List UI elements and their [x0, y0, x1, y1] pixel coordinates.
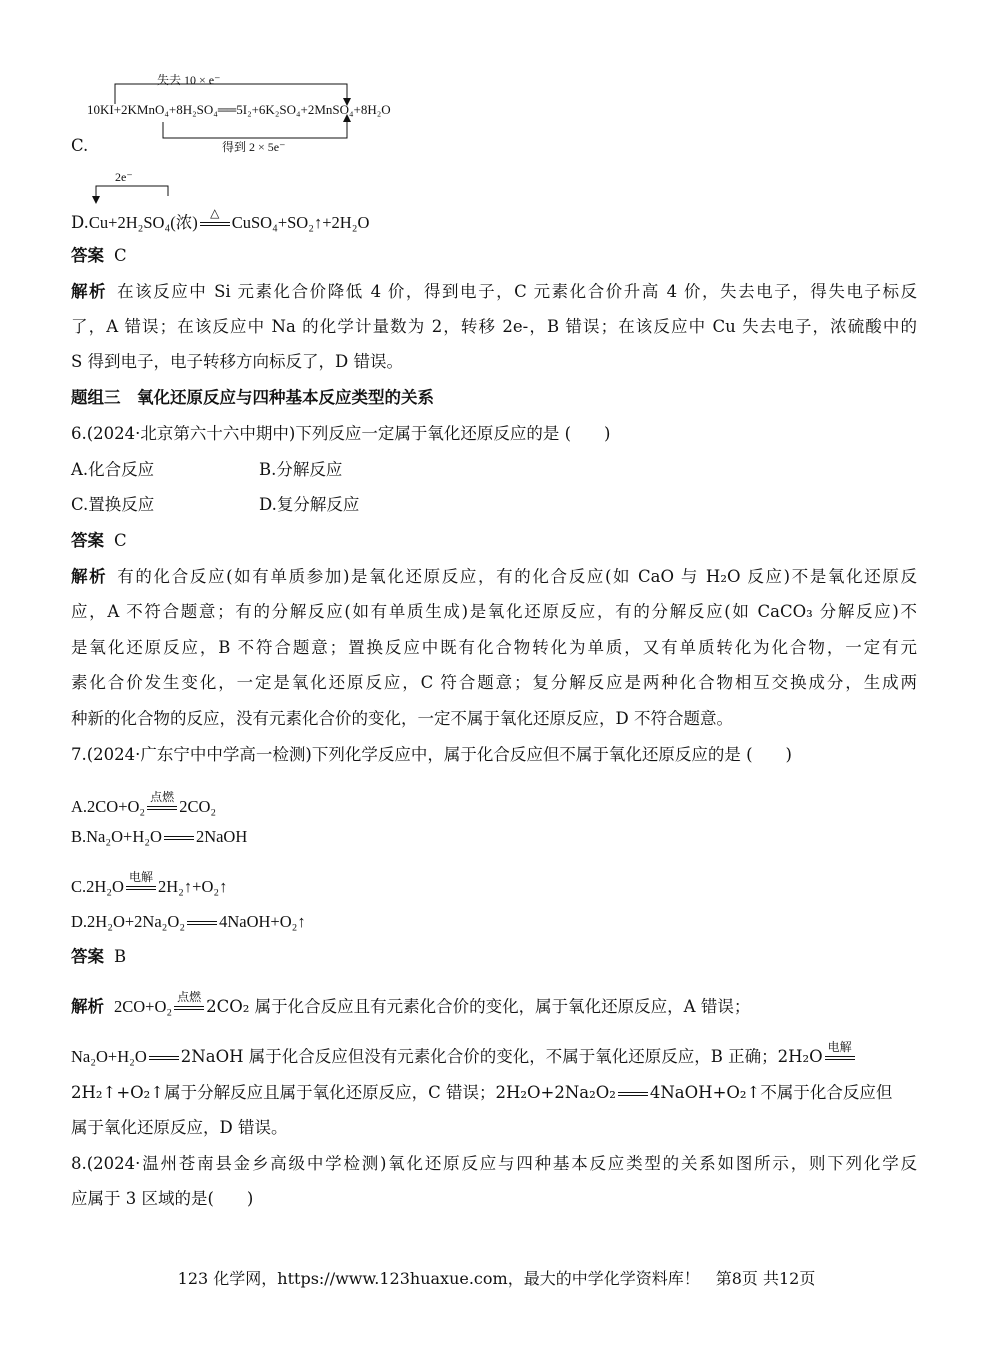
analysis-text: 4NaOH+O₂↑不属于化合反应但	[649, 1083, 893, 1102]
condition-text: 电解	[827, 1039, 852, 1054]
q5-analysis-line-1	[71, 281, 917, 303]
q6-analysis-line-2: 应，A 不符合题意；有的分解反应(如有单质生成)是氧化还原反应，有的分解反应(如 CaCO₃ 分解反应)不	[71, 602, 917, 621]
analysis-text: 在该反应中 Si 元素化合价降低 4 价，得到电子，C 元素化合价升高 4 价，失去电子，得失电子标反	[117, 282, 917, 301]
q5-answer-line	[71, 245, 127, 267]
equals-with-condition	[825, 1039, 855, 1060]
q6-answer-line	[71, 530, 127, 552]
equals-sign	[164, 836, 194, 840]
q7-answer-line	[71, 946, 126, 968]
q7-analysis-line-3	[71, 1082, 892, 1104]
arrow-head-icon	[92, 196, 100, 204]
equals-sign	[187, 921, 217, 925]
q8-stem-line-1: 8.(2024·温州苍南县金乡高级中学检测)氧化还原反应与四种基本反应类型的关系如图所示，则下列化学反	[71, 1154, 917, 1173]
q7-analysis-line-1	[71, 989, 751, 1018]
analysis-text: 有的化合反应(如有单质参加)是氧化还原反应，有的化合反应(如 CaO 与 H₂O 反应)不是氧化还原反	[117, 567, 918, 586]
q6-option-c: C.置换反应	[71, 495, 155, 514]
equation-c: 10KI+2KMnO₄+8H₂SO₄══5I₂+6K₂SO₄+2MnSO₄+8H₂O	[87, 102, 391, 117]
answer-label: 答案	[71, 947, 104, 966]
q7-option-a	[71, 790, 217, 818]
analysis-label: 解析	[71, 567, 108, 586]
q7-stem: 7.(2024·广东宁中中学高一检测)下列化学反应中，属于化合反应但不属于氧化还原反应的是 ( )	[71, 745, 792, 764]
q6-analysis-line-5: 种新的化合物的反应，没有元素化合价的变化，一定不属于氧化还原反应，D 不符合题意。	[71, 709, 733, 728]
q6-option-d: D.复分解反应	[259, 495, 360, 514]
equation-lhs: D.2H₂O+2Na₂O₂	[71, 912, 186, 931]
q6-option-b: B.分解反应	[259, 460, 343, 479]
equation-lhs: C.2H₂O	[71, 877, 124, 896]
analysis-label: 解析	[71, 997, 104, 1016]
equation-lhs: B.Na₂O+H₂O	[71, 827, 162, 846]
q6-analysis-line-3: 是氧化还原反应，B 不符合题意；置换反应中既有化合物转化为单质，又有单质转化为化合物，一定有元	[71, 638, 917, 657]
equals-sign	[618, 1092, 648, 1096]
equation-lhs: Na₂O+H₂O	[71, 1047, 147, 1066]
equation-d-rhs: CuSO₄+SO₂↑+2H₂O	[231, 213, 370, 232]
q7-option-b	[71, 826, 247, 848]
lose-electron-note: 失去 10 × e⁻	[157, 73, 221, 87]
equals-with-condition	[147, 790, 177, 810]
equation-d-lhs: Cu+2H₂SO₄(浓)	[88, 213, 198, 232]
analysis-text: 2H₂↑+O₂↑属于分解反应且属于氧化还原反应，C 错误；2H₂O+2Na₂O₂	[71, 1083, 616, 1102]
answer-value: B	[114, 947, 127, 966]
option-d-label: D.	[71, 213, 89, 232]
q8-stem-line-2: 应属于 3 区域的是( )	[71, 1189, 254, 1208]
page-footer: 123 化学网，https://www.123huaxue.com，最大的中学化学资料库！ 第8页 共12页	[177, 1269, 816, 1288]
equation-lhs: 2CO+O₂	[114, 997, 173, 1016]
answer-label: 答案	[71, 531, 104, 550]
q7-option-c	[71, 870, 228, 898]
analysis-text: 2NaOH 属于化合反应但没有元素化合价的变化，不属于氧化还原反应，B 正确；2H₂O	[180, 1047, 823, 1066]
section-title: 题组三 氧化还原反应与四种基本反应类型的关系	[71, 388, 434, 407]
condition-text: 点燃	[150, 790, 175, 805]
heat-equals-sign	[200, 205, 230, 226]
electron-bracket	[96, 186, 168, 200]
analysis-label: 解析	[71, 282, 108, 301]
condition-text: 点燃	[177, 989, 202, 1004]
equals-with-condition	[126, 870, 156, 890]
q6-stem: 6.(2024·北京第六十六中期中)下列反应一定属于氧化还原反应的是 ( )	[71, 424, 611, 443]
equation-rhs: 2H₂↑+O₂↑	[157, 877, 228, 896]
equation-rhs: 2NaOH	[195, 827, 248, 846]
heat-symbol: △	[210, 205, 220, 220]
gain-electron-bracket	[163, 118, 347, 138]
equation-rhs: 4NaOH+O₂↑	[219, 912, 306, 931]
equals-with-condition	[174, 989, 204, 1010]
analysis-text: 2CO₂ 属于化合反应且有元素化合价的变化，属于氧化还原反应，A 错误；	[206, 997, 751, 1016]
option-d-line	[71, 205, 370, 234]
option-c-label: C.	[71, 136, 89, 155]
electron-transfer-diagram-d	[88, 176, 208, 206]
q5-analysis-line-3: S 得到电子，电子转移方向标反了，D 错误。	[71, 352, 404, 371]
answer-value: C	[114, 531, 127, 550]
q7-analysis-line-2	[71, 1039, 857, 1068]
condition-text: 电解	[128, 870, 153, 885]
q6-analysis-line-4: 素化合价发生变化，一定是氧化还原反应，C 符合题意；复分解反应是两种化合物相互交换成分，生成两	[71, 673, 917, 692]
q6-option-a: A.化合反应	[71, 460, 155, 479]
q6-analysis-line-1	[71, 566, 917, 588]
q7-option-d	[71, 911, 306, 933]
q5-analysis-line-2: 了，A 错误；在该反应中 Na 的化学计量数为 2，转移 2e-，B 错误；在该反应中 Cu 失去电子，浓硫酸中的	[71, 317, 917, 336]
q7-analysis-line-4: 属于氧化还原反应，D 错误。	[71, 1118, 288, 1137]
equation-rhs: 2CO₂	[179, 797, 217, 816]
lose-electron-bracket	[115, 84, 347, 104]
gain-electron-note: 得到 2 × 5e⁻	[222, 140, 286, 154]
answer-value: C	[114, 246, 127, 265]
equals-sign	[149, 1056, 179, 1060]
answer-label: 答案	[71, 246, 104, 265]
equation-lhs: A.2CO+O₂	[71, 797, 146, 816]
electron-note-d: 2e⁻	[115, 170, 133, 184]
